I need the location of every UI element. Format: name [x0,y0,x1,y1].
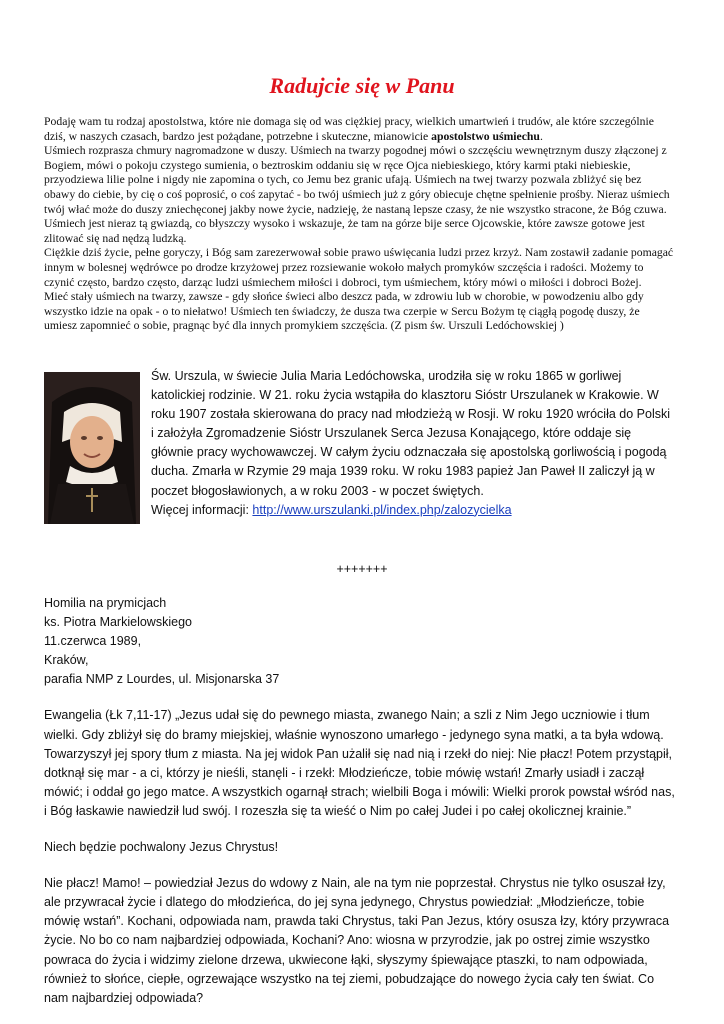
gospel-paragraph: Ewangelia (Łk 7,11-17) „Jezus udał się do pewnego miasta, zwanego Nain; a szli z Nim Jego uczniowie i tłum wielki. Gdy zbliżył się do bramy miejskiej, właśnie wynoszono umarłego - jedynego syna matki, a ta była wdową. Towarzyszył jej spory tłum z miasta. Na jej widok Pan użalił się nad nią i rzekł do niej: Nie płacz! Potem przystąpił, dotknął się mar - a ci, którzy je nieśli, stanęli - i rzekł: Młodzieńcze, tobie mówię wstań! Zmarły usiadł i zaczął mówić; i oddał go jego matce. A wszystkich ogarnął strach; wielbili Boga i mówili: Wielki prorok powstał wśród nas, i Bóg łaskawie nawiedził lud swój. I rozeszła się ta wieść o Nim po całej Judei i po całej okolicznej krainie.” [44,708,675,818]
portrait-illustration [44,372,140,524]
intro-p1-bold: apostolstwo uśmiechu [431,129,540,143]
intro-p1-end: . [539,129,543,143]
more-info-line [151,501,676,520]
intro-paragraph-3: Ciężkie dziś życie, pełne goryczy, i Bóg sam zarezerwował sobie prawo uświęcania ludzi przez krzyż. Nam zostawił zadanie pomagać innym w bolesnej wędrówce po drodze krzyżowej przez rozsiewanie wokoło małych promyków szczęścia i radości. Możemy to czynić często, bardzo często, darząc ludzi uśmiechem miłości i dobroci, tym uśmiechem, który mówi o miłości i dobroci Bożej. [44,246,674,289]
intro-text [44,115,674,334]
more-info-link[interactable]: http://www.urszulanki.pl/index.php/zalozycielka [252,502,512,517]
bio-text: Św. Urszula, w świecie Julia Maria Ledóchowska, urodziła się w roku 1865 w gorliwej katolickiej rodzinie. W 21. roku życia wstąpiła do klasztoru Sióstr Urszulanek w Krakowie. W roku 1907 została skierowana do pracy nad młodzieżą w Rosji. W roku 1920 wróciła do Polski i założyła Zgromadzenie Sióstr Urszulanek Serca Jezusa Konającego, które oddaje się głównie pracy wychowawczej. W całym życiu odznaczała się apostolską gorliwością i pogodą ducha. Zmarła w Rzymie 29 maja 1939 roku. W roku 1983 papież Jan Paweł II zaliczył ją w poczet błogosławionych, a w roku 2003 - w poczet świętych. [151,369,671,498]
intro-p1-text: Podaję wam tu rodzaj apostolstwa, które nie domaga się od was ciężkiej pracy, wielkich umartwień i trudów, ale które szczególnie dziś, w naszych czasach, bardzo jest pożądane, potrzebne i skuteczne, mianowicie [44,115,654,143]
biography [151,367,676,520]
homily-line-1: Homilia na prymicjach [44,596,167,610]
intro-paragraph-1 [44,115,674,144]
saint-portrait-image [44,372,140,524]
homily-line-3: 11.czerwca 1989, [44,634,142,649]
intro-paragraph-2: Uśmiech rozprasza chmury nagromadzone w duszy. Uśmiech na twarzy pogodnej mówi o szczęściu wewnętrznym duszy złączonej z Bogiem, mówi o pokoju czystego sumienia, o beztroskim oddaniu się w ręce Ojca niebieskiego, który karmi ptaki niebieskie, przyodziewa lilie polne i nigdy nie zapomina o tych, co Jemu bez granic ufają. Uśmiech na twej twarzy pozwala zbliżyć się bez obawy do ciebie, by cię o coś poprosić, o coś zapytać - bo twój uśmiech już z góry obiecuje chętne spełnienie prośby. Nieraz uśmiech twój włać może do duszy zniechęconej jakby nowe życie, nadzieję, że nastaną lepsze czasy, że nie wszystko stracone, że Bóg czuwa. Uśmiech jest nieraz tą gwiazdą, co błyszczy wysoko i wskazuje, że tam na górze bije serce Ojcowskie, które zawsze gotowe jest zlitować się nad nędzą ludzką. [44,144,670,245]
page-title: Radujcie się w Panu [269,73,455,98]
homily-line-2: ks. Piotra Markielowskiego [44,615,192,630]
closing-paragraph: Nie płacz! Mamo! – powiedział Jezus do wdowy z Nain, ale na tym nie poprzestał. Chrystus nie tylko osuszał łzy, ale przywracał życie i dlatego do młodzieńca, do jej syna jedynego, Chrystus powiedział: „Młodzieńcze, tobie mówię wstań”. Kochani, odpowiada nam, prawda taki Chrystus, taki Pan Jezus, który osusza łzy, który przywraca życie. No bo co nam najbardziej odpowiada, Kochani? Ano: wiosna w przyrodzie, jak po ostrej zimie wszystko powraca do życia i widzimy zielone drzewa, ukwiecone łąki, słyszymy śpiewające ptaszki, to nam odpowiada, również to słońce, ciepłe, ogrzewające wszystko na tej ziemi, pobudzające do nowego życia cały ten świat. Co nam najbardziej odpowiada? [44,876,670,1005]
praise-line: Niech będzie pochwalony Jezus Chrystus! [44,840,279,855]
homily-section [44,594,680,1008]
intro-paragraph-4: Mieć stały uśmiech na twarzy, zawsze - gdy słońce świeci albo deszcz pada, w zdrowiu lub w chorobie, w powodzeniu albo gdy wszystko idzie na opak - o to niełatwo! Uśmiech ten świadczy, że dusza twa czerpie w Sercu Bożym tę ciągłą pogodę duszy, że umiesz zapomnieć o sobie, pragnąc być dla innych promykiem szczęścia. (Z pism św. Urszuli Ledóchowskiej ) [44,290,644,333]
homily-line-4: Kraków, [44,653,89,668]
section-separator: +++++++ [336,562,388,576]
more-info-label: Więcej informacji: [151,502,253,517]
homily-line-5: parafia NMP z Lourdes, ul. Misjonarska 37 [44,672,280,687]
